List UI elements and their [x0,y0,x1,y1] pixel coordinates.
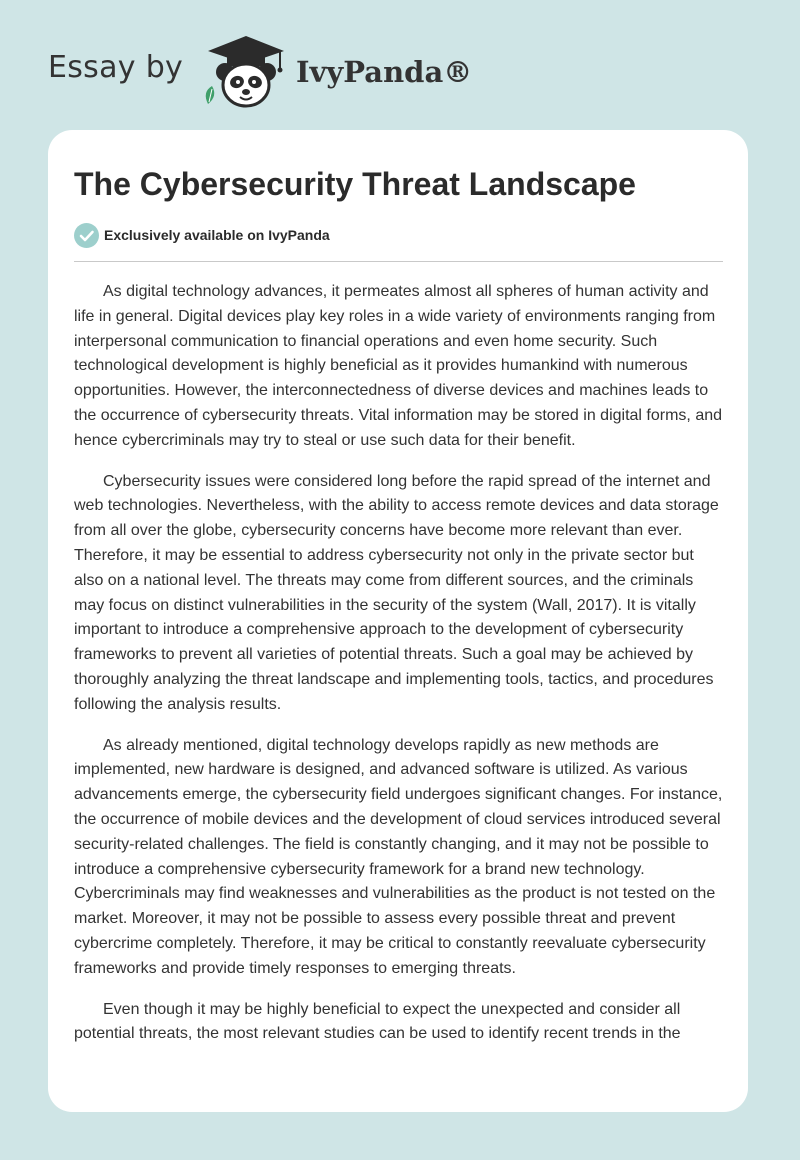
paragraph: Even though it may be highly beneficial to expect the unexpected and consider all potential threats, the most relevant studies can be used to identify recent trends in the [74,1000,681,1043]
exclusive-badge [74,222,330,248]
paragraph: Cybersecurity issues were considered long before the rapid spread of the internet and web technologies. Nevertheless, with the ability to access remote devices and data storage from all over the globe, cybersecurity concerns have become more relevant than ever. Therefore, it may be essential to address cybersecurity not only in the private sector but also on a national level. The threats may come from different sources, and the criminals may focus on distinct vulnerabilities in the security of the system (Wall, 2017). It is vitally important to introduce a comprehensive approach to the development of cybersecurity frameworks to prevent all varieties of potential threats. Such a goal may be achieved by thoroughly analyzing the threat landscape and implementing tools, tactics, and procedures following the analysis results. [74,472,719,713]
ivypanda-logo-icon[interactable] [200,34,292,110]
paragraph: As digital technology advances, it permeates almost all spheres of human activity and life in general. Digital devices play key roles in a wide variety of environments ranging from interpersonal communication to financial operations and even home security. Such technological development is highly beneficial as it provides humankind with numerous opportunities. However, the interconnectedness of diverse devices and machines leads to the occurrence of cybersecurity threats. Vital information may be stored in digital forms, and hence cybercriminals may try to steal or use such data for their benefit. [74,283,723,449]
paragraph: As already mentioned, digital technology develops rapidly as new methods are implemented, new hardware is designed, and advanced software is utilized. As various advancements emerge, the cybersecurity field undergoes significant changes. For instance, the occurrence of mobile devices and the development of cloud services introduced several security-related challenges. The field is constantly changing, and it may not be possible to introduce a comprehensive cybersecurity framework for a brand new technology. Cybercriminals may find weaknesses and vulnerabilities as the product is not tested on the market. Moreover, it may not be possible to assess every possible threat and prevent cybercrime completely. Therefore, it may be critical to constantly reevaluate cybersecurity frameworks and provide timely responses to emerging threats. [74,736,723,977]
essay-body [74,280,724,1063]
divider [74,261,723,262]
exclusive-label: Exclusively available on IvyPanda [104,227,330,243]
brand-name[interactable]: IvyPanda® [296,55,473,89]
essay-title: The Cybersecurity Threat Landscape [74,166,636,202]
check-circle-icon [74,223,99,248]
essay-by-label: Essay by [48,50,184,85]
essay-card [48,130,748,1112]
site-header [0,0,800,128]
